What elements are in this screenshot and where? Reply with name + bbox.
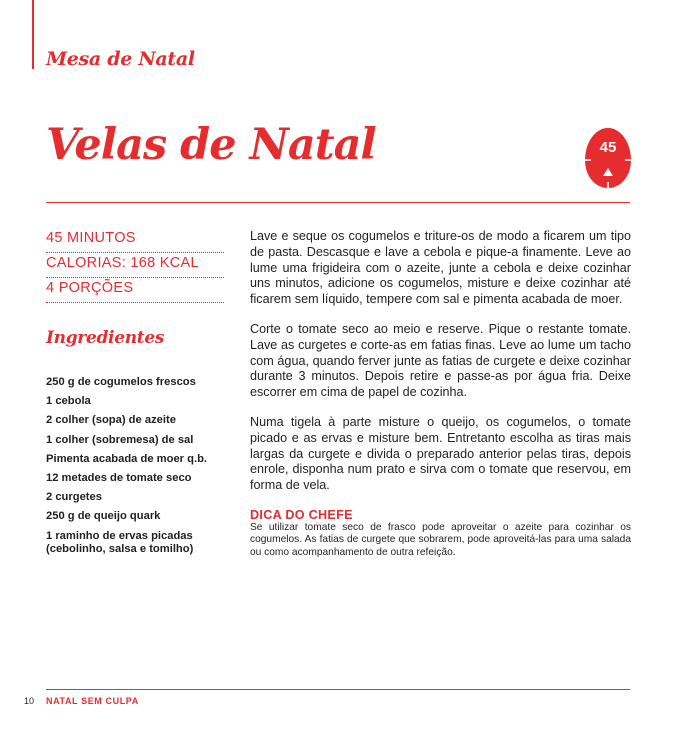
instructions-column (250, 229, 631, 559)
ingredient-item: 2 curgetes (46, 491, 102, 504)
ingredient-item: Pimenta acabada de moer q.b. (46, 452, 208, 465)
ingredient-item: 12 metades de tomate seco (46, 471, 192, 484)
footer-divider (46, 689, 630, 690)
timer-minutes: 45 (599, 139, 617, 156)
ingredient-item: 1 colher (sobremesa) de sal (46, 433, 194, 446)
instruction-paragraph: Numa tigela à parte misture o queijo, os cogumelos, o tomate picado e as ervas e misture bem. Entretanto escolha as tiras mais largas da curgete e divida o preparado anterior pelas tiras, depois enrole, disponha num prato e sirva com o tomate que reservou, em forma de vela. (250, 414, 631, 493)
recipe-title: Velas de Natal (46, 120, 376, 170)
ingredient-item: 1 raminho de ervas picadas (cebolinho, salsa e tomilho) (46, 529, 194, 555)
ingredient-item: 250 g de cogumelos frescos (46, 376, 196, 388)
ingredient-item: 2 colher (sopa) de azeite (46, 414, 176, 427)
instruction-paragraph: Corte o tomate seco ao meio e reserve. Pique o restante tomate. Lave as curgetes e corte-as em fatias finas. Leve ao lume um tacho com água, quando ferver junte as fatias de curgete e deixe cozinhar durante 3 minutos. Depois retire e passe-as por água fria. Deixe escorrer em cima de papel de cozinha. (250, 321, 631, 400)
timer-icon (582, 126, 634, 190)
page-number: 10 (24, 696, 35, 706)
recipe-stats (46, 229, 224, 304)
title-divider (46, 202, 630, 203)
footer-book-title: NATAL SEM CULPA (46, 696, 139, 706)
section-title: Mesa de Natal (46, 48, 195, 70)
header-accent-bar (32, 0, 34, 69)
ingredients-heading: Ingredientes (46, 328, 165, 348)
ingredients-list (46, 376, 246, 562)
stat-time: 45 MINUTOS (46, 229, 224, 253)
instruction-paragraph: Lave e seque os cogumelos e triture-os de modo a ficarem um tipo de pasta. Descasque e lave a cebola e pique-a finamente. Leve ao lume uma frigideira com o azeite, junte a cebola e deixe cozinhar uns minutos, adicione os cogumelos, misture e deixe cozinhar até ficarem sem líquido, tempere com sal e pimenta acabada de moer. (250, 229, 631, 307)
chef-tip-text: Se utilizar tomate seco de frasco pode aproveitar o azeite para cozinhar os cogumelos. As fatias de curgete que sobrarem, pode aproveitá-las para uma salada ou como acompanhamento de outra refeição. (250, 521, 631, 558)
ingredient-item: 1 cebola (46, 395, 91, 408)
stat-calories: CALORIAS: 168 KCAL (46, 254, 224, 278)
stat-servings: 4 PORÇÕES (46, 279, 224, 303)
chef-tip-heading: DICA DO CHEFE (250, 507, 353, 522)
ingredient-item: 250 g de queijo quark (46, 510, 161, 523)
